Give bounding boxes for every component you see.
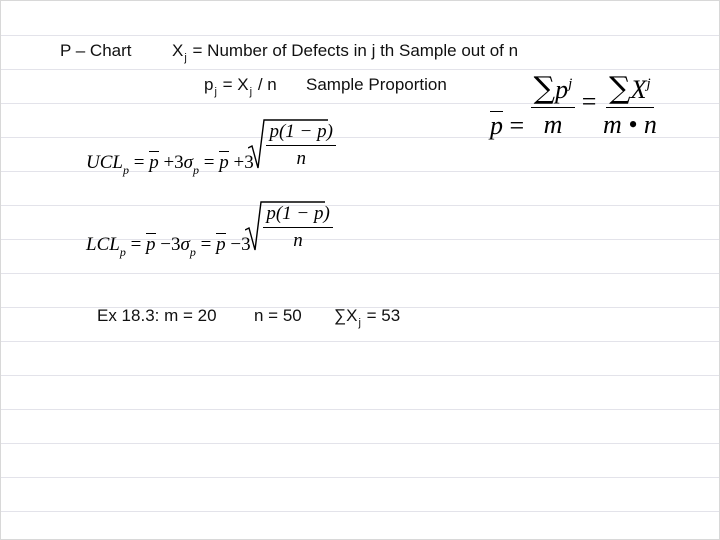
lcl-eq-1: = [130, 234, 142, 256]
xj-definition-text: = Number of Defects in j th Sample out of n [192, 41, 519, 60]
lcl-sigma-sub: p [189, 245, 196, 260]
lcl-frac-den: n [293, 229, 303, 251]
sum-x-sub: j [646, 76, 651, 92]
ucl-eq-1: = [133, 152, 145, 174]
pbar-fraction-2 [603, 72, 657, 140]
lcl-subscript: p [119, 245, 126, 260]
pj-definition [204, 75, 277, 98]
sum-symbol-2: ∑ [609, 71, 631, 106]
lcl-pbar-1: p [146, 234, 156, 256]
ucl-label: UCL [86, 152, 123, 174]
lcl-frac-num: p(1 − p) [263, 204, 332, 228]
lcl-eq-2: = [200, 234, 212, 256]
ucl-radical-sign [248, 118, 328, 170]
pbar-equals-2: = [581, 86, 597, 116]
ucl-formula [86, 121, 336, 178]
lcl-minus-1: − [160, 234, 171, 256]
pj-subscript: j [214, 86, 217, 98]
xj-definition [172, 41, 519, 64]
frac1-denominator: m [543, 110, 563, 139]
lcl-three-2: 3 [241, 234, 251, 256]
ucl-eq-2: = [203, 152, 215, 174]
pbar-equals-1: = [509, 110, 525, 140]
ucl-sigma-sub: p [193, 163, 200, 178]
lcl-sigma: σ [180, 234, 190, 256]
chart-title: P – Chart [60, 41, 132, 60]
sum-p: p [555, 75, 569, 104]
ucl-sqrt [258, 122, 335, 170]
xj-subscript: j [184, 52, 187, 64]
ucl-three-2: 3 [244, 152, 254, 174]
ucl-three-1: 3 [174, 152, 184, 174]
pj-equals-x: = X [222, 75, 249, 94]
example-sum-value: = 53 [366, 306, 401, 325]
sum-p-sub: j [568, 76, 573, 92]
pj-divide-n: / n [257, 75, 277, 94]
ucl-frac-den: n [296, 147, 306, 169]
lcl-three-1: 3 [171, 234, 181, 256]
ucl-pbar-2: p [219, 152, 229, 174]
ucl-pbar-1: p [149, 152, 159, 174]
sample-proportion-label: Sample Proportion [306, 75, 447, 94]
lcl-pbar-2: p [216, 234, 226, 256]
pbar-formula [490, 72, 657, 140]
lcl-minus-2: − [230, 234, 242, 256]
sum-symbol-1: ∑ [533, 71, 556, 106]
example-m: Ex 18.3: m = 20 [97, 306, 217, 325]
pj-symbol: p [204, 75, 214, 94]
frac2-denominator: m • n [602, 110, 657, 139]
ucl-plus-1: + [163, 152, 175, 174]
ucl-plus-2: + [233, 152, 245, 174]
xj-symbol: X [172, 41, 184, 60]
pbar-symbol: p [490, 110, 503, 140]
lcl-radical-sign [245, 200, 325, 252]
ucl-sigma: σ [183, 152, 194, 174]
pbar-fraction-1 [531, 72, 576, 140]
example-n: n = 50 [254, 306, 302, 325]
ucl-subscript: p [122, 163, 129, 178]
example-sum-sub: j [358, 317, 361, 329]
lcl-sqrt [255, 204, 332, 252]
lcl-formula [86, 203, 333, 260]
lcl-label: LCL [86, 234, 120, 256]
sum-x: X [630, 75, 647, 104]
example-sum [334, 306, 401, 329]
pj-x-subscript: j [249, 86, 253, 98]
ucl-frac-num: p(1 − p) [266, 122, 335, 146]
example-sum-x: ∑X [334, 306, 358, 325]
